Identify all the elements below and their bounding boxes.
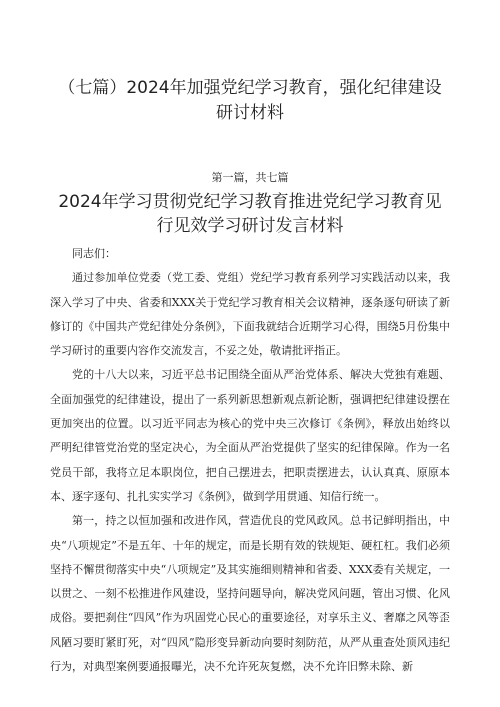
paragraph-point-one: 第一，持之以恒加强和改进作风，营造优良的党风政风。总书记鲜明指出，中央“八项规定”不是五年、十年的规定，而是长期有效的铁规矩、硬杠杠。我们必须坚持不懈贯彻落实中央“八项规定”及其实施细则精神和省委、XXX委有关规定，一以贯之、一刻不松推进作风建设，坚持问题导向，解决党风问题，管出习惯、化风成俗。要把刹住“四风”作为巩固党心民心的重要途径，对享乐主义、奢靡之风等歪风陋习要盯紧盯死，对“四风”隐形变异新动向要时刻防范，从严从重查处顶风违纪行为，对典型案例要通报曝光，决不允许死灰复燃，决不允许旧弊未除、新	[50, 514, 450, 674]
paragraph-background: 党的十八大以来，习近平总书记围绕全面从严治党体系、解决大党独有难题、全面加强党的纪律建设，提出了一系列新思想新观点新论断，强调把纪律建设摆在更加突出的位置。以习近平同志为核心的党中央三次修订《条例》，释放出始终以严明纪律管党治党的坚定决心，为全面从严治党提供了坚实的纪律保障。作为一名党员干部，我将立足本职岗位，把自己摆进去，把职责摆进去，认认真真、原原本本、逐字逐句、扎扎实实学习《条例》，做到学用贯通、知信行统一。	[50, 368, 450, 503]
speech-title: 2024年学习贯彻党纪学习教育推进党纪学习教育见行见效学习研讨发言材料	[58, 192, 442, 236]
salutation: 同志们：	[72, 247, 116, 260]
document-title: （七篇）2024年加强党纪学习教育，强化纪律建设研讨材料	[58, 78, 442, 123]
document-body	[50, 242, 450, 679]
part-label: 第一篇，共七篇	[211, 171, 289, 184]
paragraph-intro: 通过参加单位党委（党工委、党组）党纪学习教育系列学习实践活动以来，我深入学习了中央、省委和XXX关于党纪学习教育相关会议精神，逐条逐句研读了新修订的《中国共产党纪律处分条例》，下面我就结合近期学习心得，围绕5月份集中学习研讨的重要内容作交流发言，不妥之处，敬请批评指正。	[50, 271, 450, 358]
